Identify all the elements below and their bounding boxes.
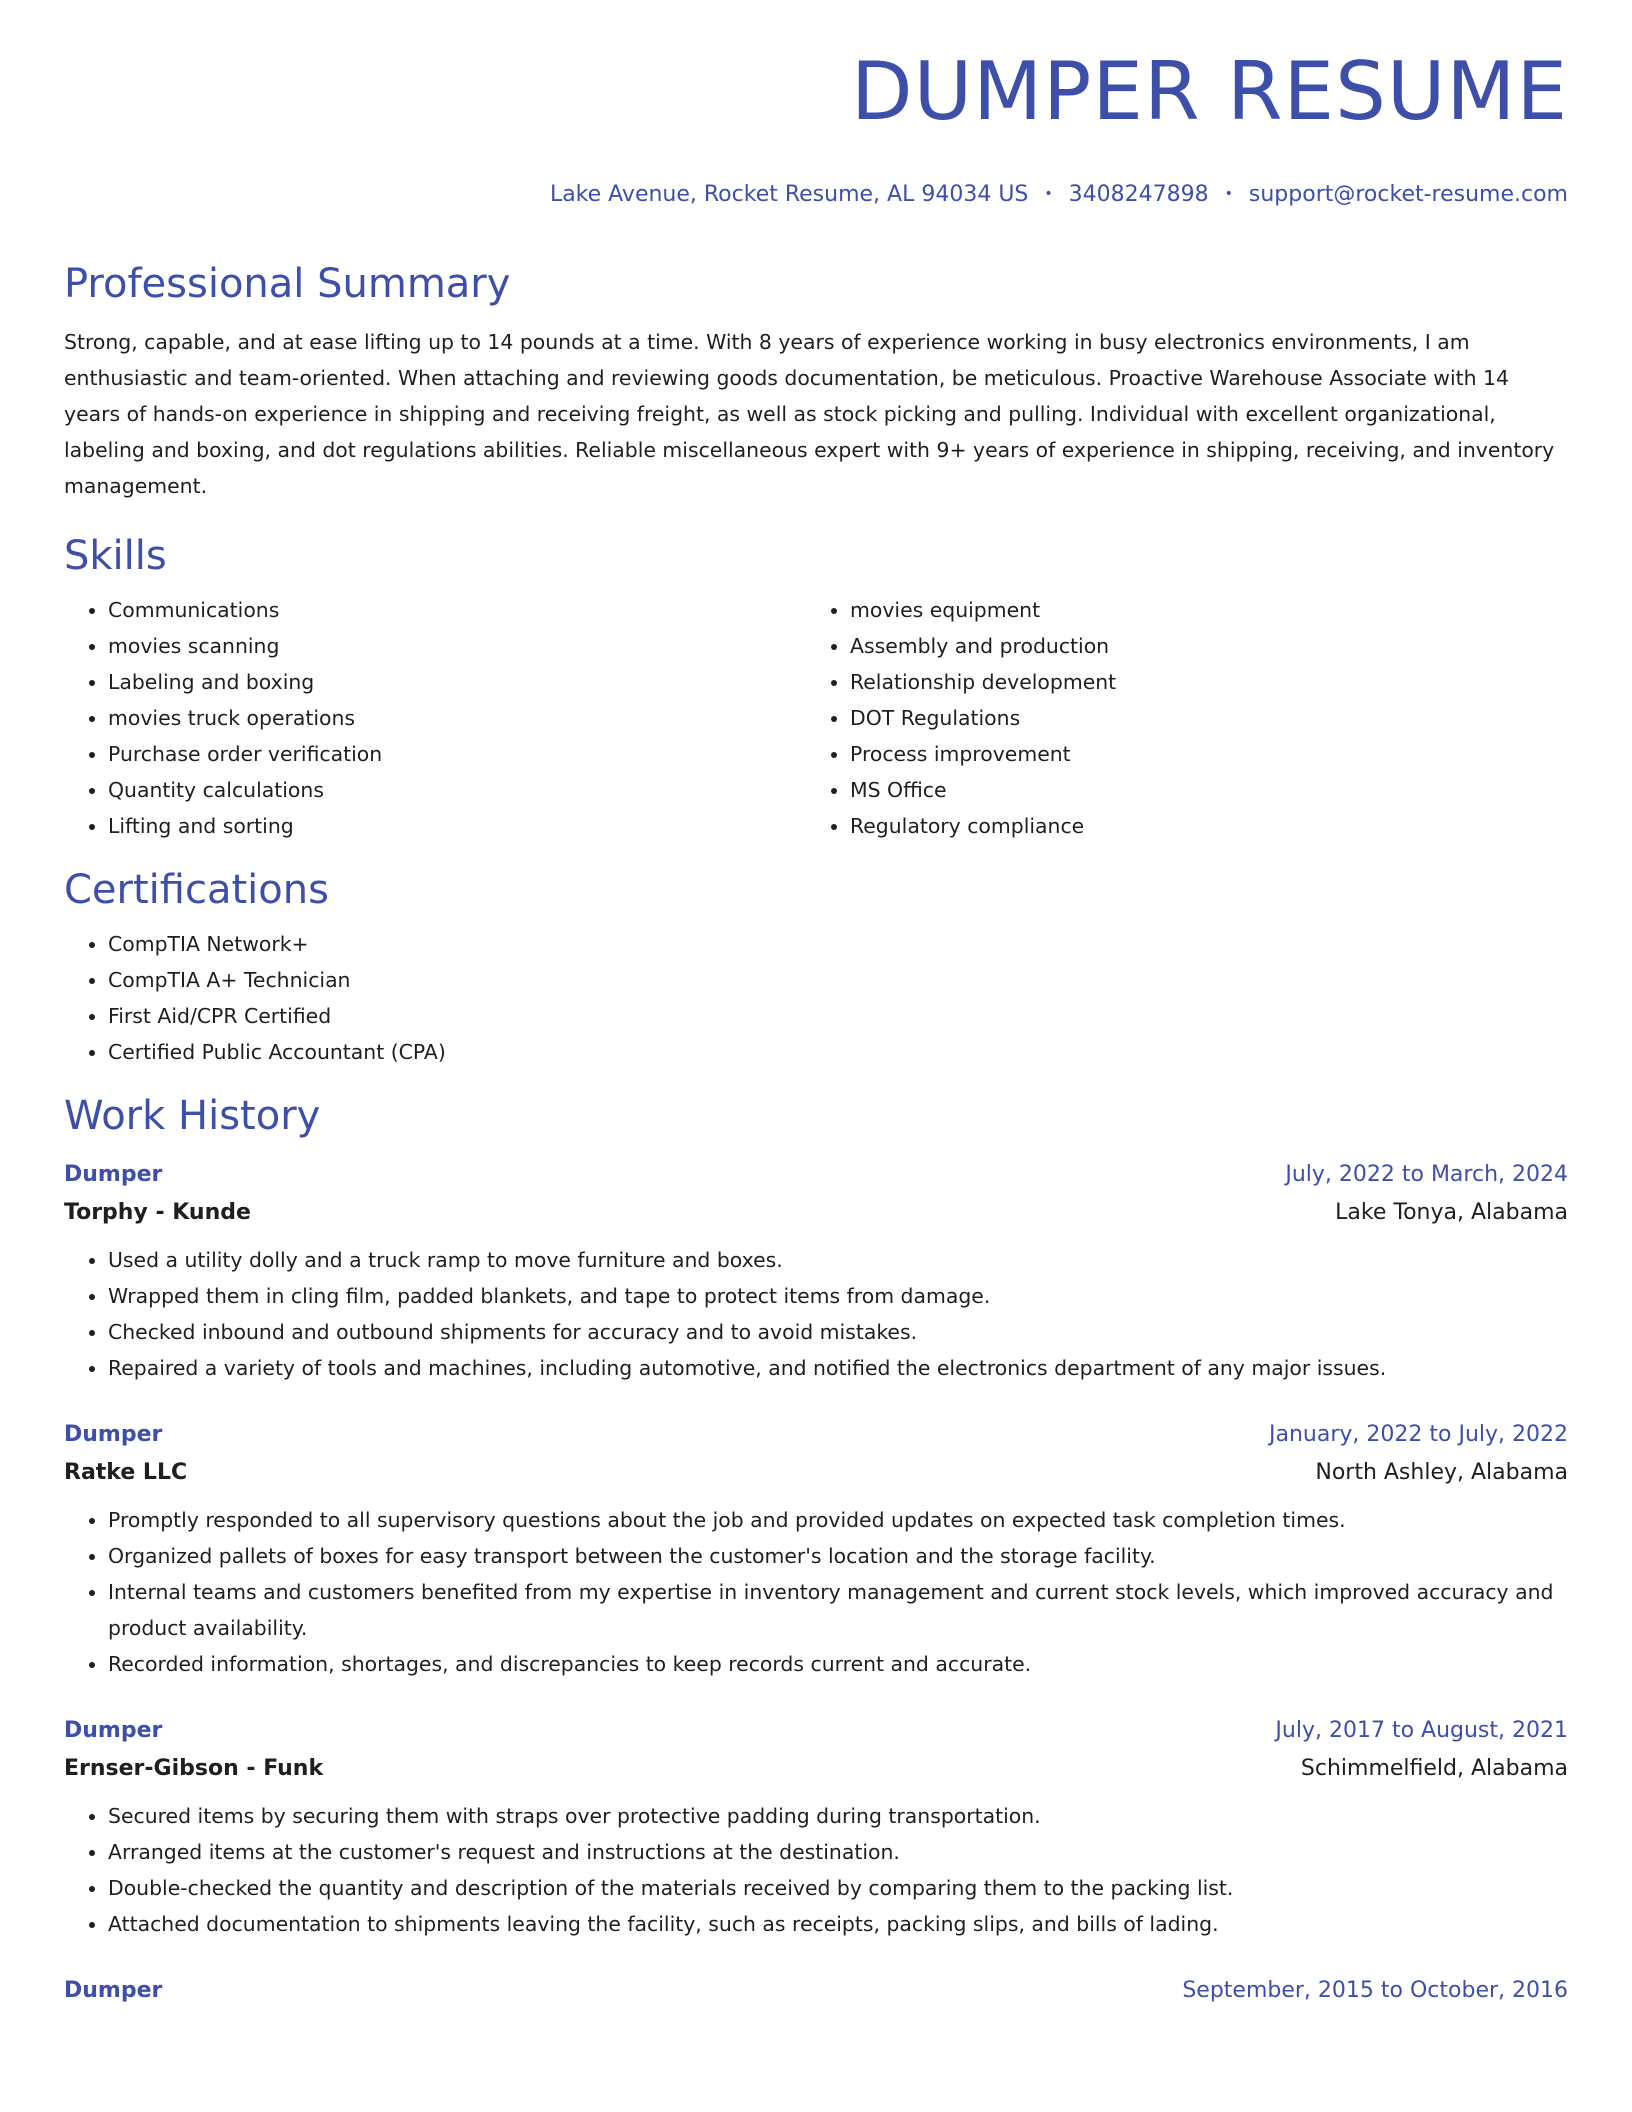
job-header-row — [64, 1972, 1568, 2010]
job-duty: • Internal teams and customers benefited from my expertise in inventory management and current stock levels, which improved accuracy and product availability. — [108, 1574, 1568, 1646]
skill-item: • Communications — [108, 592, 806, 628]
skills-list-left — [64, 592, 806, 844]
skills-grid — [64, 592, 1568, 844]
contact-separator: • — [1044, 186, 1053, 202]
skill-item: • movies equipment — [850, 592, 1568, 628]
job-duty: • Promptly responded to all supervisory questions about the job and provided updates on expected task completion times. — [108, 1502, 1568, 1538]
job-header-row — [64, 1416, 1568, 1454]
job-duty: • Organized pallets of boxes for easy transport between the customer's location and the storage facility. — [108, 1538, 1568, 1574]
contact-separator: • — [1224, 186, 1233, 202]
summary-text: Strong, capable, and at ease lifting up to 14 pounds at a time. With 8 years of experience working in busy electronics environments, I am enthusiastic and team-oriented. When attaching and reviewing goods documentation, be meticulous. Proactive Warehouse Associate with 14 years of hands-on experience in shipping and receiving freight, as well as stock picking and pulling. Individual with excellent organizational, labeling and boxing, and dot regulations abilities. Reliable miscellaneous expert with 9+ years of experience in shipping, receiving, and inventory management. — [64, 330, 1555, 498]
job-duty: • Attached documentation to shipments leaving the facility, such as receipts, packing slips, and bills of lading. — [108, 1906, 1568, 1942]
job-company-row — [64, 1750, 1568, 1788]
job-header-row — [64, 1156, 1568, 1194]
certifications-heading: Certifications — [64, 867, 329, 913]
job-duty: • Double-checked the quantity and description of the materials received by comparing them to the packing list. — [108, 1870, 1568, 1906]
job-company: Ratke LLC — [64, 1460, 188, 1485]
section-spacer — [64, 1070, 1568, 1092]
job-duty: • Repaired a variety of tools and machines, including automotive, and notified the electronics department of any major issues. — [108, 1350, 1568, 1386]
skills-section — [64, 532, 1568, 844]
job-entry — [64, 1416, 1568, 1682]
skill-item: • MS Office — [850, 772, 1568, 808]
certifications-section — [64, 866, 1568, 1070]
job-title: Dumper — [64, 1162, 163, 1187]
summary-heading: Professional Summary — [64, 261, 511, 307]
job-duty: • Wrapped them in cling film, padded blankets, and tape to protect items from damage. — [108, 1278, 1568, 1314]
job-entry — [64, 1156, 1568, 1386]
skill-item: • Purchase order verification — [108, 736, 806, 772]
job-duties — [64, 1502, 1568, 1682]
job-dates: September, 2015 to October, 2016 — [1182, 1978, 1568, 2003]
resume-name: DUMPER RESUME — [850, 45, 1568, 138]
skill-item: • Relationship development — [850, 664, 1568, 700]
contact-address: Lake Avenue, Rocket Resume, AL 94034 US — [549, 182, 1029, 207]
skill-item: • DOT Regulations — [850, 700, 1568, 736]
job-entry — [64, 1712, 1568, 1942]
job-duty: • Used a utility dolly and a truck ramp to move furniture and boxes. — [108, 1242, 1568, 1278]
job-dates: January, 2022 to July, 2022 — [1269, 1422, 1568, 1447]
section-spacer — [64, 844, 1568, 866]
skill-item: • Lifting and sorting — [108, 808, 806, 844]
job-location: Lake Tonya, Alabama — [1335, 1200, 1568, 1225]
summary-section — [64, 260, 1568, 504]
job-company: Ernser-Gibson - Funk — [64, 1756, 324, 1781]
skills-heading: Skills — [64, 533, 167, 579]
job-duties — [64, 1242, 1568, 1386]
skill-item: • Process improvement — [850, 736, 1568, 772]
job-company: Torphy - Kunde — [64, 1200, 251, 1225]
certification-item: • Certified Public Accountant (CPA) — [108, 1034, 1568, 1070]
job-duty: • Checked inbound and outbound shipments for accuracy and to avoid mistakes. — [108, 1314, 1568, 1350]
skill-item: • Regulatory compliance — [850, 808, 1568, 844]
job-duty: • Recorded information, shortages, and discrepancies to keep records current and accurate. — [108, 1646, 1568, 1682]
job-company-row — [64, 1454, 1568, 1492]
skills-list-right — [806, 592, 1568, 844]
contact-email[interactable]: support@rocket-resume.com — [1248, 182, 1568, 207]
skill-item: • movies scanning — [108, 628, 806, 664]
skill-item: • movies truck operations — [108, 700, 806, 736]
skill-item: • Labeling and boxing — [108, 664, 806, 700]
certifications-list — [64, 926, 1568, 1070]
job-dates: July, 2022 to March, 2024 — [1285, 1162, 1568, 1187]
skill-item: • Quantity calculations — [108, 772, 806, 808]
certification-item: • CompTIA Network+ — [108, 926, 1568, 962]
job-company-row — [64, 1194, 1568, 1232]
job-duty: • Secured items by securing them with straps over protective padding during transportation. — [108, 1798, 1568, 1834]
job-dates: July, 2017 to August, 2021 — [1275, 1718, 1568, 1743]
work-history-section — [64, 1092, 1568, 2010]
job-title: Dumper — [64, 1978, 163, 2003]
work-history-heading: Work History — [64, 1093, 321, 1139]
job-duties — [64, 1798, 1568, 1942]
job-title: Dumper — [64, 1422, 163, 1447]
job-location: Schimmelfield, Alabama — [1300, 1756, 1568, 1781]
certification-item: • First Aid/CPR Certified — [108, 998, 1568, 1034]
job-location: North Ashley, Alabama — [1315, 1460, 1568, 1485]
job-duty: • Arranged items at the customer's request and instructions at the destination. — [108, 1834, 1568, 1870]
contact-line — [550, 182, 1568, 207]
job-entry — [64, 1972, 1568, 2010]
skill-item: • Assembly and production — [850, 628, 1568, 664]
job-title: Dumper — [64, 1718, 163, 1743]
job-header-row — [64, 1712, 1568, 1750]
certification-item: • CompTIA A+ Technician — [108, 962, 1568, 998]
contact-phone: 3408247898 — [1068, 182, 1209, 207]
resume-content — [64, 260, 1568, 2010]
